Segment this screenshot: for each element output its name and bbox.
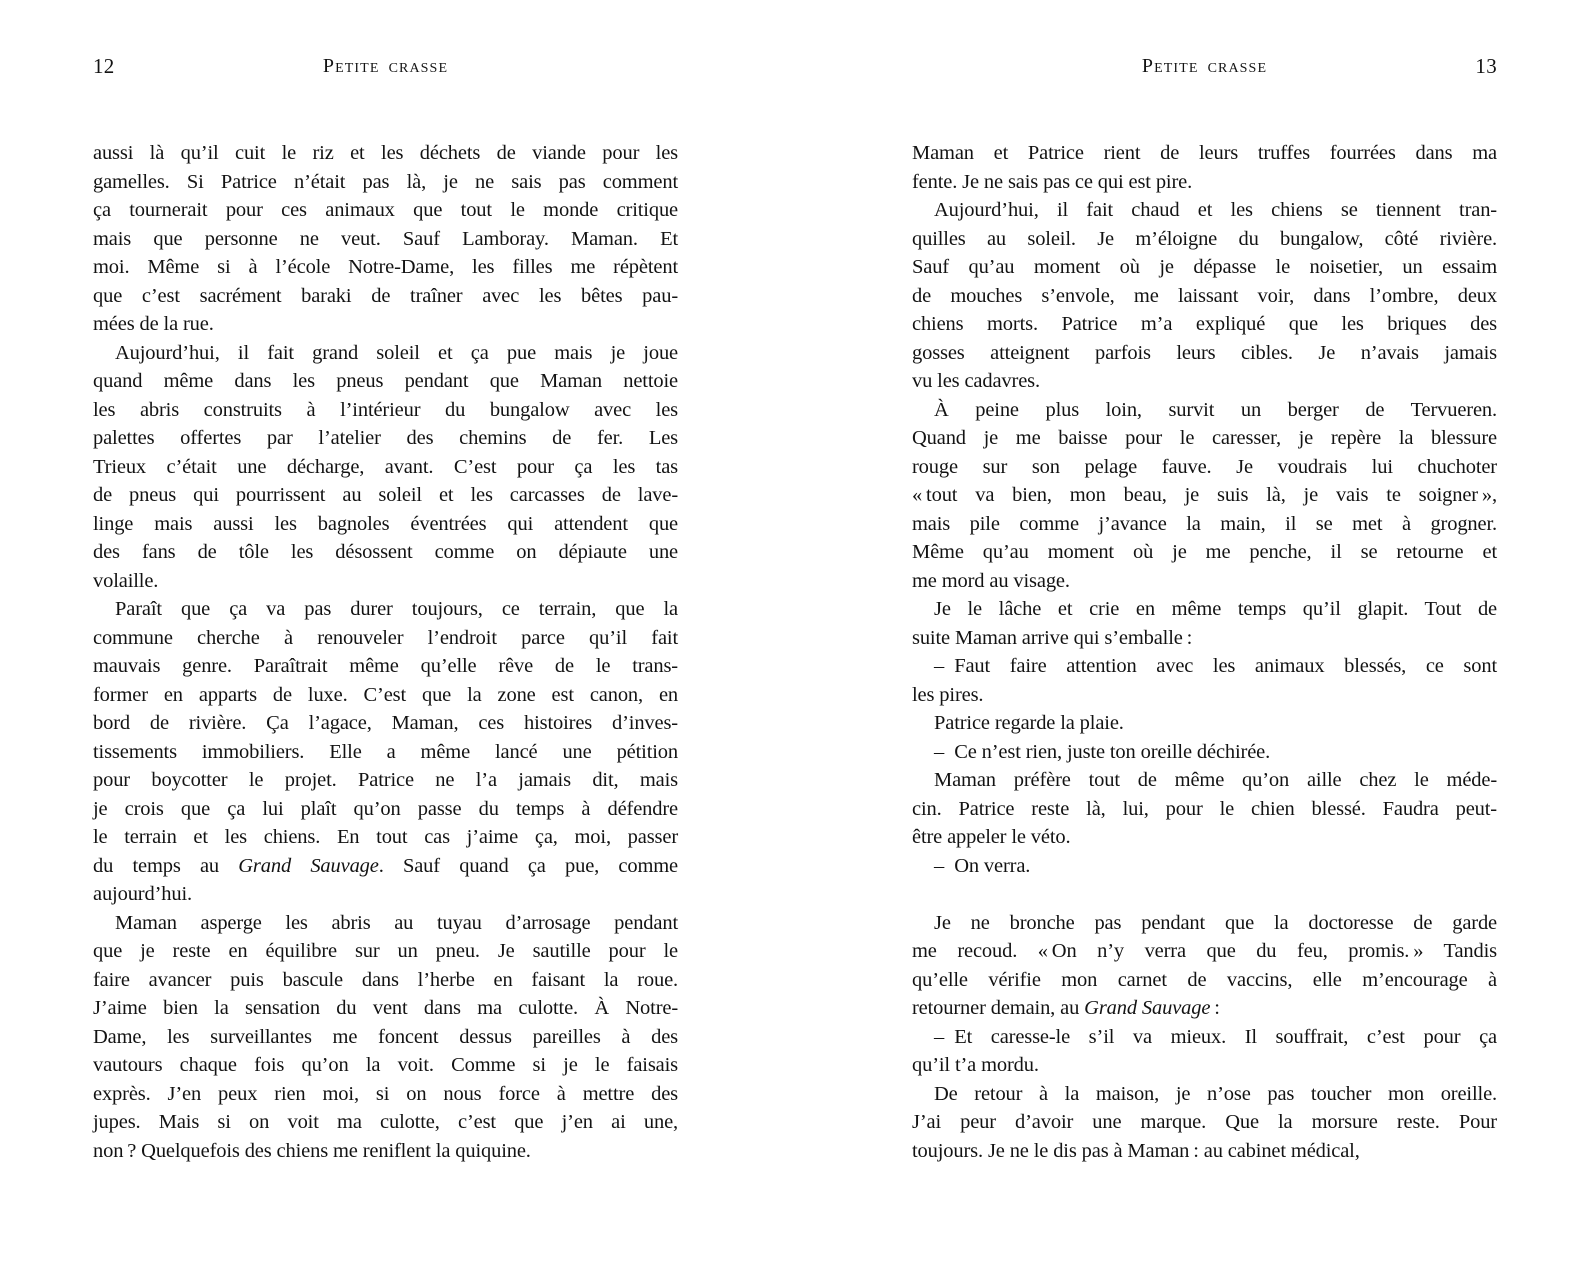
text-line: linge mais aussi les bagnoles éventrées qui attendent que xyxy=(93,512,678,535)
dialogue-paragraph xyxy=(912,1023,1497,1080)
text-line: quand même dans les pneus pendant que Maman nettoie xyxy=(93,370,678,392)
text-line: me recoud. « On n’y verra que du feu, promis. » Tandis xyxy=(912,940,1497,962)
text-line: Même qu’au moment où je me penche, il se retourne et xyxy=(912,541,1497,563)
text-line: rouge sur son pelage fauve. Je voudrais lui chuchoter xyxy=(912,455,1497,478)
text-line: bord de rivière. Ça l’agace, Maman, ces histoires d’inves- xyxy=(93,712,678,734)
text-line: « tout va bien, mon beau, je suis là, je vais te soigner », xyxy=(912,484,1497,506)
text-line: former en apparts de luxe. C’est que la zone est canon, en xyxy=(93,683,678,706)
page-header-left xyxy=(93,55,678,81)
text-line: – Et caresse-le s’il va mieux. Il souffrait, c’est pour ça xyxy=(934,1025,1497,1048)
text-line: vu les cadavres. xyxy=(912,370,1040,392)
text-line: retourner demain, au Grand Sauvage : xyxy=(912,997,1220,1019)
text-line: chiens morts. Patrice m’a expliqué que les briques des xyxy=(912,313,1497,335)
text-line: Aujourd’hui, il fait grand soleil et ça pue mais je joue xyxy=(115,341,678,364)
text-line: Trieux c’était une décharge, avant. C’est pour ça les tas xyxy=(93,455,678,478)
text-line: que c’est sacrément baraki de traîner avec les bêtes pau- xyxy=(93,284,678,307)
page-left xyxy=(93,0,678,1270)
page-number-left: 12 xyxy=(93,54,115,78)
text-line: Je le lâche et crie en même temps qu’il glapit. Tout de xyxy=(934,598,1497,620)
paragraph xyxy=(912,766,1497,852)
text-line: commune cherche à renouveler l’endroit parce qu’il fait xyxy=(93,626,678,649)
text-line: être appeler le véto. xyxy=(912,826,1071,848)
text-line: qu’elle vérifie mon carnet de vaccins, elle m’encourage à xyxy=(912,968,1497,991)
page-body-left xyxy=(93,139,678,1165)
page-right xyxy=(912,0,1497,1270)
paragraph xyxy=(912,595,1497,652)
text-line: – Ce n’est rien, juste ton oreille déchirée. xyxy=(934,740,1271,763)
text-line: Paraît que ça va pas durer toujours, ce terrain, que la xyxy=(115,598,678,620)
text-line: J’aime bien la sensation du vent dans ma culotte. À Notre- xyxy=(93,997,678,1019)
text-line: exprès. J’en peux rien moi, si on nous force à mettre des xyxy=(93,1082,678,1105)
text-line: fente. Je ne sais pas ce qui est pire. xyxy=(912,170,1193,193)
text-line: tissements immobiliers. Elle a même lancé une pétition xyxy=(93,740,678,763)
text-line: Maman et Patrice rient de leurs truffes fourrées dans ma xyxy=(912,142,1497,164)
text-line: du temps au Grand Sauvage. Sauf quand ça pue, comme xyxy=(93,854,678,877)
text-line: gosses atteignent parfois leurs cibles. Je n’avais jamais xyxy=(912,341,1497,364)
text-line: Aujourd’hui, il fait chaud et les chiens se tiennent tran- xyxy=(934,199,1497,221)
text-line: Dame, les surveillantes me foncent dessus pareilles à des xyxy=(93,1025,678,1048)
text-line: cin. Patrice reste là, lui, pour le chien blessé. Faudra peut- xyxy=(912,797,1497,820)
text-line: Quand je me baisse pour le caresser, je repère la blessure xyxy=(912,427,1497,449)
text-line: aussi là qu’il cuit le riz et les déchets de viande pour les xyxy=(93,142,678,164)
text-line: volaille. xyxy=(93,569,159,592)
text-line: moi. Même si à l’école Notre-Dame, les filles me répètent xyxy=(93,256,678,278)
text-line: Je ne bronche pas pendant que la doctoresse de garde xyxy=(934,911,1497,934)
text-line: toujours. Je ne le dis pas à Maman : au cabinet médical, xyxy=(912,1139,1360,1162)
paragraph xyxy=(93,339,678,596)
paragraph xyxy=(912,396,1497,596)
dialogue-paragraph xyxy=(912,852,1497,881)
text-line: mais que personne ne veut. Sauf Lamboray. Maman. Et xyxy=(93,227,678,250)
text-line: Maman préfère tout de même qu’on aille chez le méde- xyxy=(934,769,1497,791)
text-line: – On verra. xyxy=(934,854,1031,877)
text-line: vautours chaque fois qu’on la voit. Comme si je le faisais xyxy=(93,1054,678,1076)
text-line: Sauf qu’au moment où je dépasse le noisetier, un essaim xyxy=(912,256,1497,278)
text-line: des fans de tôle les désossent comme on dépiaute une xyxy=(93,541,678,563)
paragraph xyxy=(93,139,678,339)
dialogue-paragraph xyxy=(912,652,1497,709)
text-line: suite Maman arrive qui s’emballe : xyxy=(912,626,1193,649)
text-line: J’ai peur d’avoir une marque. Que la morsure reste. Pour xyxy=(912,1111,1497,1133)
page-header-right xyxy=(912,55,1497,81)
paragraph xyxy=(912,196,1497,396)
text-line: le terrain et les chiens. En tout cas j’aime ça, moi, passer xyxy=(93,826,678,848)
paragraph xyxy=(912,1080,1497,1166)
paragraph xyxy=(93,595,678,909)
text-line: qu’il t’a mordu. xyxy=(912,1054,1039,1076)
text-line: mais pile comme j’avance la main, il se met à grogner. xyxy=(912,512,1497,535)
text-line: ça tournerait pour ces animaux que tout le monde critique xyxy=(93,199,678,221)
paragraph xyxy=(912,139,1497,196)
text-line: De retour à la maison, je n’ose pas toucher mon oreille. xyxy=(934,1082,1497,1105)
paragraph xyxy=(93,909,678,1166)
text-line: À peine plus loin, survit un berger de Tervueren. xyxy=(934,398,1497,421)
text-line: me mord au visage. xyxy=(912,569,1070,592)
text-line: jupes. Mais si on voit ma culotte, c’est que j’en ai une, xyxy=(93,1111,678,1133)
paragraph xyxy=(912,909,1497,1023)
text-line: pour boycotter le projet. Patrice ne l’a jamais dit, mais xyxy=(93,769,678,791)
dialogue-paragraph xyxy=(912,738,1497,767)
text-line: les pires. xyxy=(912,683,984,706)
text-line: faire avancer puis bascule dans l’herbe en faisant la roue. xyxy=(93,968,678,991)
paragraph xyxy=(912,709,1497,738)
running-head-left: Petite crasse xyxy=(322,55,449,77)
text-line: je crois que ça lui plaît qu’on passe du temps à défendre xyxy=(93,797,678,820)
text-line: palettes offertes par l’atelier des chemins de fer. Les xyxy=(93,427,678,449)
text-line: mauvais genre. Paraîtrait même qu’elle rêve de le trans- xyxy=(93,655,678,677)
text-line: de pneus qui pourrissent au soleil et les carcasses de lave- xyxy=(93,484,678,506)
text-line: quilles au soleil. Je m’éloigne du bungalow, côté rivière. xyxy=(912,227,1497,250)
page-body-right xyxy=(912,139,1497,1165)
text-line: de mouches s’envole, me laissant voir, dans l’ombre, deux xyxy=(912,284,1497,307)
running-head-right: Petite crasse xyxy=(1141,55,1268,77)
text-line: gamelles. Si Patrice n’était pas là, je ne sais pas comment xyxy=(93,170,678,193)
page-number-right: 13 xyxy=(1475,54,1497,78)
text-line: Patrice regarde la plaie. xyxy=(934,712,1124,734)
text-line: que je reste en équilibre sur un pneu. Je sautille pour le xyxy=(93,940,678,962)
text-line: non ? Quelquefois des chiens me reniflent la quiquine. xyxy=(93,1139,531,1162)
text-line: Maman asperge les abris au tuyau d’arrosage pendant xyxy=(115,911,678,934)
text-line: – Faut faire attention avec les animaux blessés, ce sont xyxy=(934,655,1497,677)
text-line: les abris construits à l’intérieur du bungalow avec les xyxy=(93,398,678,421)
text-line: mées de la rue. xyxy=(93,313,214,335)
text-line: aujourd’hui. xyxy=(93,883,192,905)
